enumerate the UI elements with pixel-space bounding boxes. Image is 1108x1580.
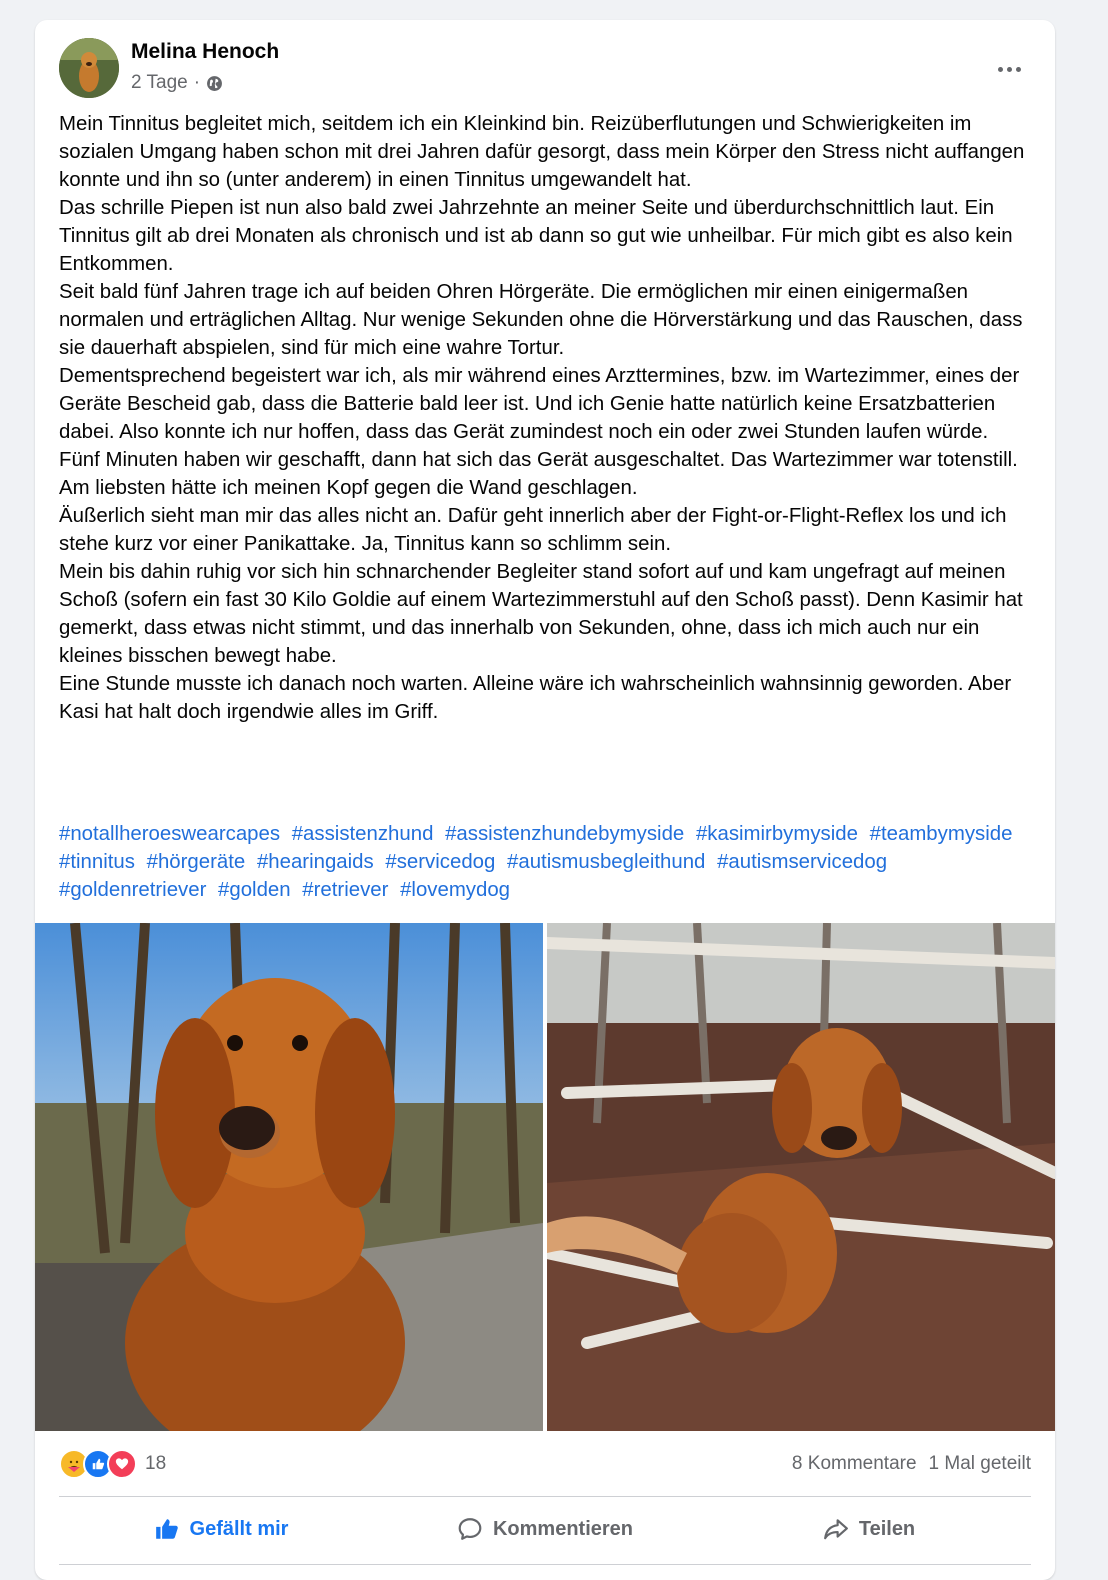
- comment-label: Kommentieren: [492, 1517, 634, 1540]
- hashtag-link[interactable]: #lovemydog: [400, 879, 511, 901]
- thumbs-up-icon: [154, 1516, 180, 1542]
- photo-grid: [35, 923, 1055, 1431]
- hashtag-link[interactable]: #autismusbegleithund: [507, 851, 706, 873]
- more-options-button[interactable]: [991, 60, 1027, 78]
- meta-separator: ·: [193, 72, 201, 93]
- post-text: [59, 110, 1039, 726]
- hashtag-link[interactable]: #notallheroeswearcapes: [59, 823, 281, 845]
- hashtag-link[interactable]: #servicedog: [385, 851, 496, 873]
- post-paragraph: Äußerlich sieht man mir das alles nicht an. Dafür geht innerlich aber der Fight-or-Flight-Reflex los und ich stehe kurz vor einer Panikattake. Ja, Tinnitus kann so schlimm sein.: [59, 505, 1007, 555]
- share-button[interactable]: [707, 1504, 1031, 1554]
- hashtag-link[interactable]: #tinnitus: [59, 851, 135, 873]
- globe-icon: [206, 75, 223, 92]
- hashtag-link[interactable]: #autismservicedog: [717, 851, 888, 873]
- post-paragraph: Eine Stunde musste ich danach noch warten. Alleine wäre ich wahrscheinlich wahnsinnig geworden. Aber Kasi hat halt doch irgendwie alles im Griff.: [59, 673, 1012, 723]
- love-icon: [107, 1449, 137, 1479]
- post-paragraph: Dementsprechend begeistert war ich, als mir während eines Arzttermines, bzw. im Wartezimmer, eines der Geräte Bescheid gab, dass die Batterie bald leer ist. Und ich Genie hatte natürlich keine Ersatzbatterien dabei. Also konnte ich nur hoffen, dass das Gerät zumindest noch ein oder zwei Stunden laufen würde.: [59, 365, 1020, 443]
- post-actions: [59, 1504, 1031, 1554]
- hashtag-link[interactable]: #assistenzhundebymyside: [445, 823, 685, 845]
- hashtag-link[interactable]: #golden: [218, 879, 291, 901]
- reactions-summary[interactable]: [59, 1449, 166, 1479]
- shares-count-link[interactable]: 1 Mal geteilt: [928, 1453, 1031, 1474]
- post-paragraph: Seit bald fünf Jahren trage ich auf beiden Ohren Hörgeräte. Die ermöglichen mir einen einigermaßen normalen und erträglichen Alltag. Nur wenige Sekunden ohne die Hörverstärkung und das Rauschen, dass sie dauerhaft abspielen, sind für mich eine wahre Tortur.: [59, 281, 1023, 359]
- comments-count-link[interactable]: 8 Kommentare: [791, 1453, 917, 1474]
- post-paragraph: Mein Tinnitus begleitet mich, seitdem ich ein Kleinkind bin. Reizüberflutungen und Schwierigkeiten im sozialen Umgang haben schon mit drei Jahren dafür gesorgt, dass mein Körper den Stress nicht auffangen konnte und ihn so (unter anderem) in einen Tinnitus umgewandelt hat.: [59, 113, 1025, 191]
- author-name[interactable]: Melina Henoch: [131, 40, 280, 63]
- post-time[interactable]: 2 Tage: [131, 72, 188, 93]
- like-label: Gefällt mir: [189, 1517, 289, 1540]
- avatar[interactable]: [59, 38, 119, 98]
- divider: [59, 1496, 1031, 1497]
- comment-button[interactable]: [383, 1504, 707, 1554]
- post-stats: [59, 1445, 1031, 1485]
- hashtag-link[interactable]: #teambymyside: [869, 823, 1013, 845]
- share-icon: [823, 1516, 849, 1542]
- hashtag-list: [59, 820, 1039, 904]
- hashtag-link[interactable]: #kasimirbymyside: [695, 823, 858, 845]
- post-paragraph: Fünf Minuten haben wir geschafft, dann hat sich das Gerät ausgeschaltet. Das Wartezimmer war totenstill. Am liebsten hätte ich meinen Kopf gegen die Wand geschlagen.: [59, 449, 1018, 499]
- hashtag-link[interactable]: #hörgeräte: [146, 851, 246, 873]
- engagement-counts: [792, 1453, 1031, 1475]
- dot: [998, 67, 1003, 72]
- hashtag-link[interactable]: #assistenzhund: [291, 823, 434, 845]
- post-card: [35, 20, 1055, 1580]
- divider: [59, 1564, 1031, 1565]
- like-button[interactable]: [59, 1504, 383, 1554]
- post-header: [59, 38, 1031, 100]
- comment-icon: [457, 1516, 483, 1542]
- photo-dog-path[interactable]: [35, 923, 543, 1431]
- photo-dog-forest[interactable]: [547, 923, 1055, 1431]
- reaction-count: 18: [145, 1453, 167, 1474]
- hashtag-link[interactable]: #retriever: [302, 879, 389, 901]
- dot: [1007, 67, 1012, 72]
- dot: [1016, 67, 1021, 72]
- post-paragraph: Das schrille Piepen ist nun also bald zwei Jahrzehnte an meiner Seite und überdurchschnittlich laut. Ein Tinnitus gilt ab drei Monaten als chronisch und ist ab dann so gut wie unheilbar. Für mich gibt es also kein Entkommen.: [59, 197, 1013, 275]
- post-paragraph: Mein bis dahin ruhig vor sich hin schnarchender Begleiter stand sofort auf und kam ungefragt auf meinen Schoß (sofern ein fast 30 Kilo Goldie auf einem Wartezimmerstuhl auf den Schoß passt). Denn Kasimir hat gemerkt, dass etwas nicht stimmt, und das innerhalb von Sekunden, ohne, dass ich mich auch nur ein kleines bisschen bewegt habe.: [59, 561, 1023, 667]
- hashtag-link[interactable]: #hearingaids: [256, 851, 374, 873]
- hashtag-link[interactable]: #goldenretriever: [59, 879, 207, 901]
- share-label: Teilen: [858, 1517, 916, 1540]
- post-meta: [131, 72, 223, 94]
